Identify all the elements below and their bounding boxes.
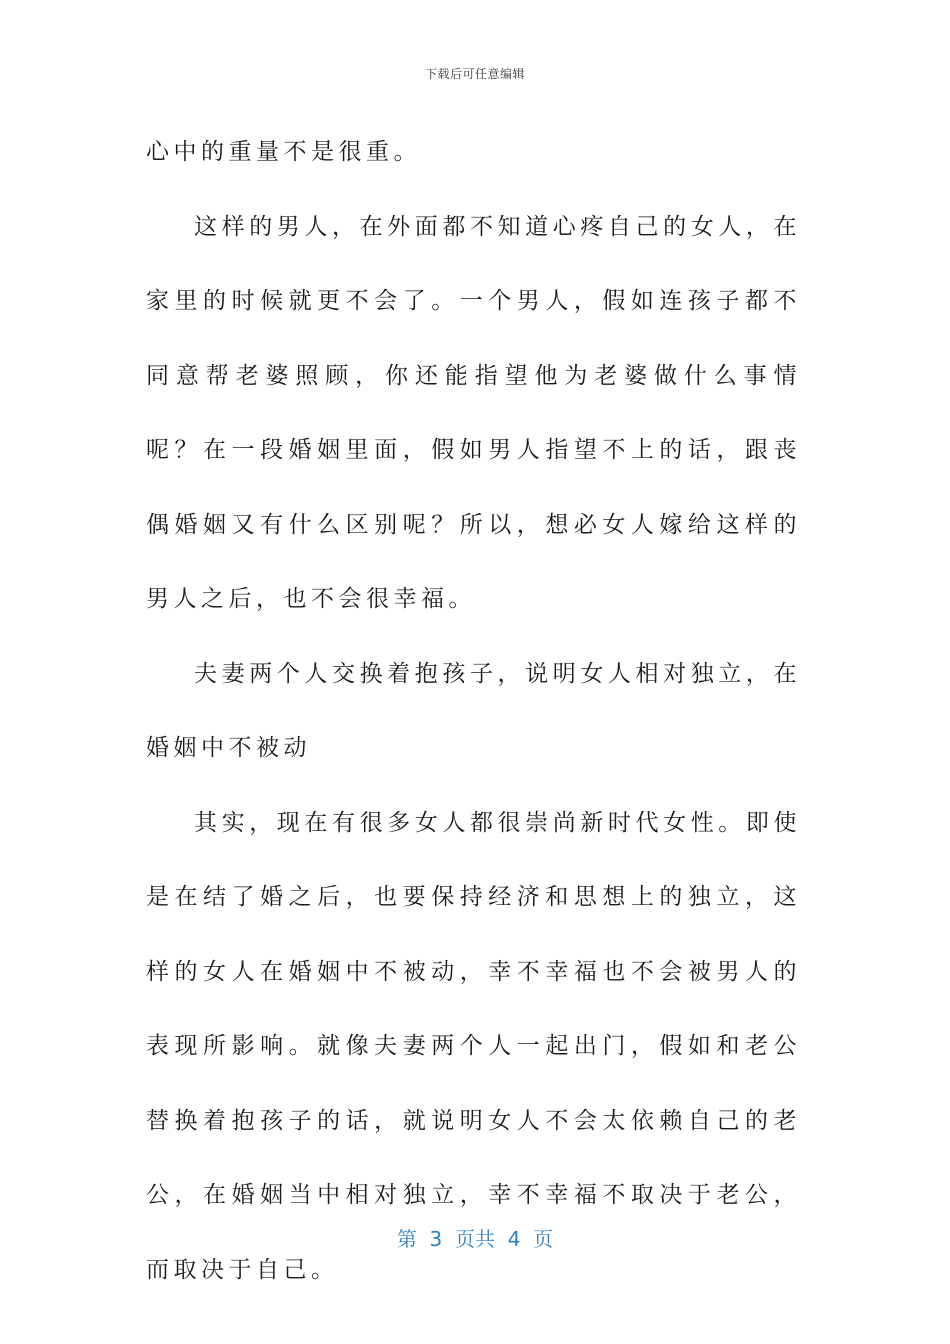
paragraph-4: 其实，现在有很多女人都很崇尚新时代女性。即使是在结了婚之后，也要保持经济和思想上的独立，这样的女人在婚姻中不被动，幸不幸福也不会被男人的表现所影响。就像夫妻两个人一起出门，假如和老公替换着抱孩子的话，就说明女人不会太依赖自己的老公，在婚姻当中相对独立，幸不幸福不取决于老公，而取决于自己。 <box>146 809 801 1283</box>
paragraph-1: 心中的重量不是很重。 <box>146 139 421 165</box>
paragraph-2: 这样的男人，在外面都不知道心疼自己的女人，在家里的时候就更不会了。一个男人，假如连孩子都不同意帮老婆照顾，你还能指望他为老婆做什么事情呢？在一段婚姻里面，假如男人指望不上的话，跟丧偶婚姻又有什么区别呢？所以，想必女人嫁给这样的男人之后，也不会很幸福。 <box>146 213 801 612</box>
document-body <box>146 115 801 1307</box>
page-header-note: 下载后可任意编辑 <box>424 67 525 81</box>
paragraph-3-heading: 夫妻两个人交换着抱孩子，说明女人相对独立，在婚姻中不被动 <box>146 660 801 761</box>
page-number-footer: 第 3 页共 4 页 <box>396 1227 554 1251</box>
